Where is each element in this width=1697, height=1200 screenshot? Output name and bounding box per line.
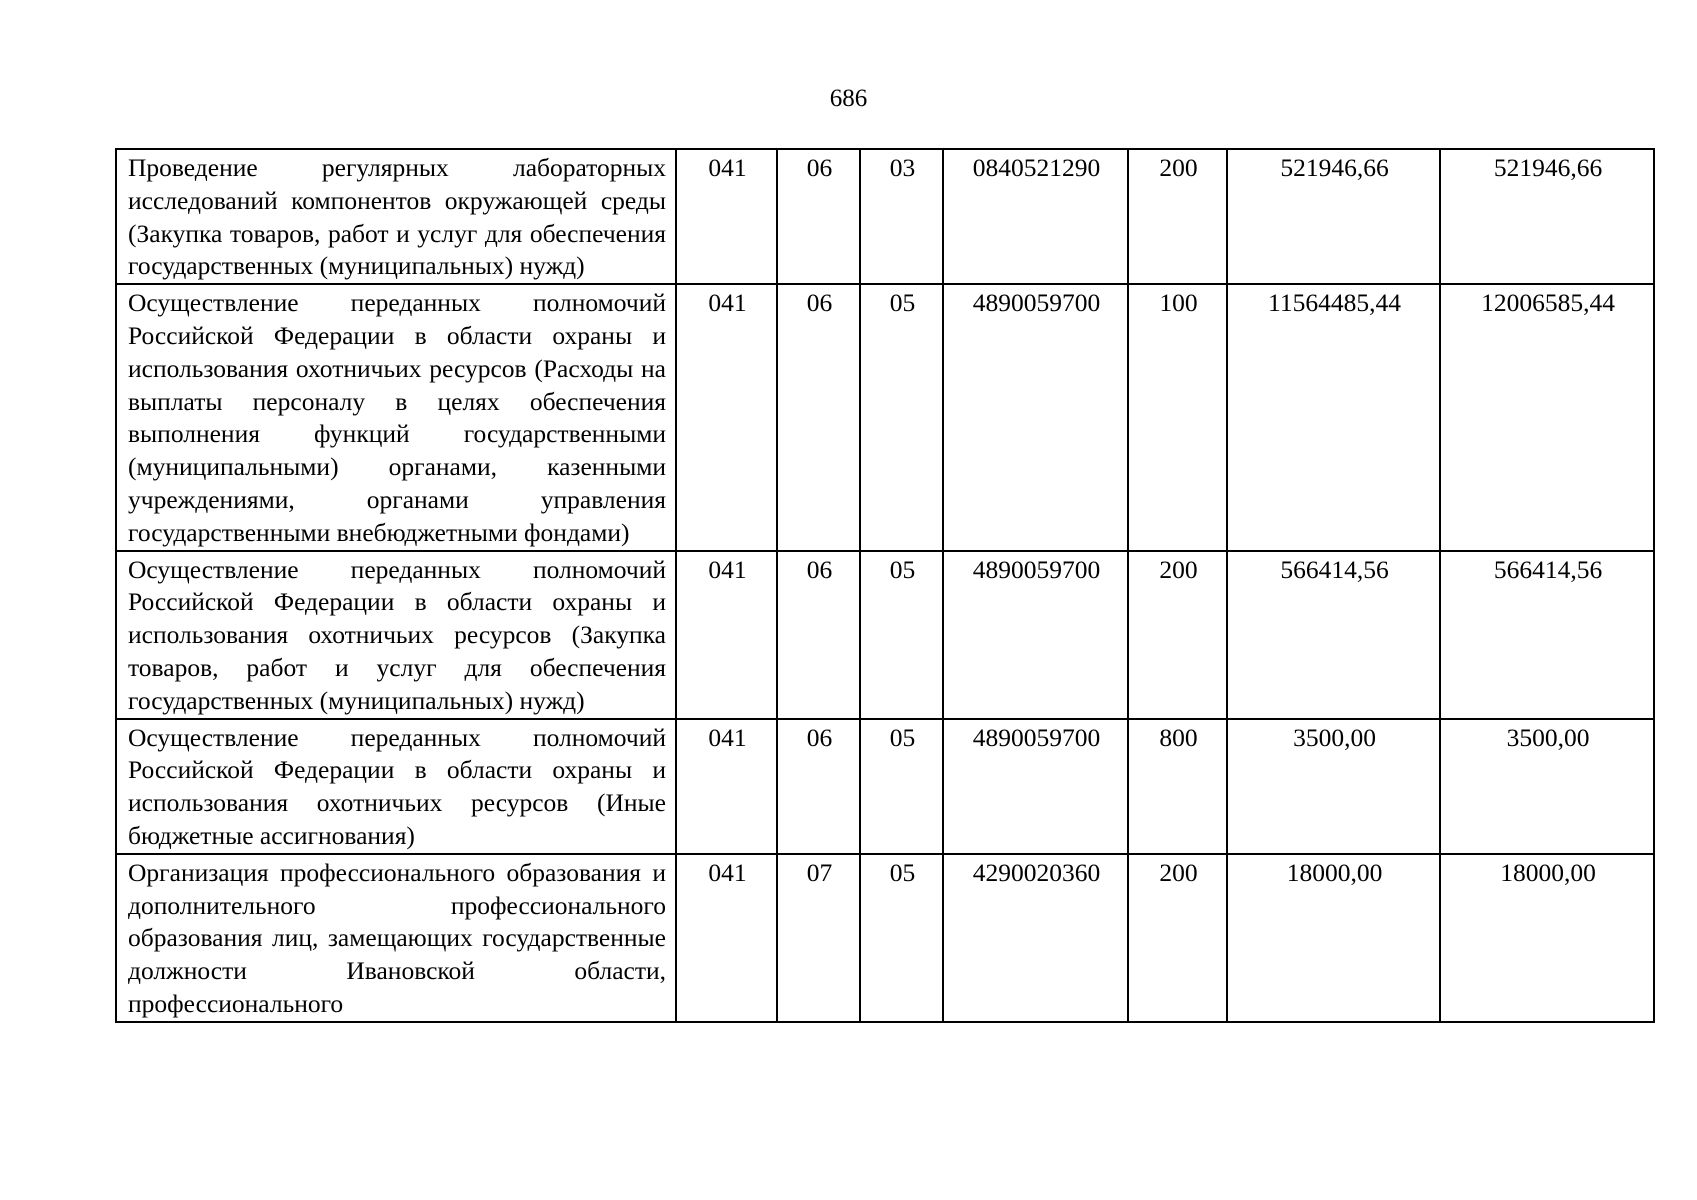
target-article-cell: 4890059700 — [943, 719, 1128, 854]
section-code-cell: 06 — [777, 719, 860, 854]
amount-year-2-cell: 521946,66 — [1440, 149, 1654, 284]
section-code-cell: 06 — [777, 551, 860, 719]
table-row — [116, 719, 1654, 854]
section-code-cell: 06 — [777, 149, 860, 284]
expense-type-cell: 200 — [1128, 854, 1227, 1022]
target-article-cell: 0840521290 — [943, 149, 1128, 284]
section-code-cell: 06 — [777, 284, 860, 550]
amount-year-1-cell: 3500,00 — [1227, 719, 1440, 854]
subsection-code-cell: 05 — [860, 719, 943, 854]
expense-type-cell: 200 — [1128, 551, 1227, 719]
expense-name-cell: Осуществление переданных полномочий Российской Федерации в области охраны и использования охотничьих ресурсов (Закупка товаров, работ и услуг для обеспечения государственных (муниципальных) нужд) — [116, 551, 676, 719]
subsection-code-cell: 03 — [860, 149, 943, 284]
subsection-code-cell: 05 — [860, 284, 943, 550]
table-row — [116, 854, 1654, 1022]
amount-year-2-cell: 12006585,44 — [1440, 284, 1654, 550]
amount-year-2-cell: 566414,56 — [1440, 551, 1654, 719]
amount-year-1-cell: 521946,66 — [1227, 149, 1440, 284]
expense-type-cell: 800 — [1128, 719, 1227, 854]
ministry-code-cell: 041 — [676, 551, 777, 719]
expense-name-cell: Организация профессионального образования и дополнительного профессионального образования лиц, замещающих государственные должности Ивановской области, профессионального — [116, 854, 676, 1022]
section-code-cell: 07 — [777, 854, 860, 1022]
table-row — [116, 284, 1654, 550]
target-article-cell: 4890059700 — [943, 284, 1128, 550]
expense-type-cell: 200 — [1128, 149, 1227, 284]
expense-type-cell: 100 — [1128, 284, 1227, 550]
expense-name-cell: Осуществление переданных полномочий Российской Федерации в области охраны и использования охотничьих ресурсов (Иные бюджетные ассигнования) — [116, 719, 676, 854]
subsection-code-cell: 05 — [860, 854, 943, 1022]
amount-year-1-cell: 11564485,44 — [1227, 284, 1440, 550]
target-article-cell: 4890059700 — [943, 551, 1128, 719]
ministry-code-cell: 041 — [676, 149, 777, 284]
budget-table — [115, 148, 1655, 1023]
ministry-code-cell: 041 — [676, 719, 777, 854]
page-number: 686 — [829, 85, 868, 112]
amount-year-2-cell: 18000,00 — [1440, 854, 1654, 1022]
amount-year-1-cell: 566414,56 — [1227, 551, 1440, 719]
target-article-cell: 4290020360 — [943, 854, 1128, 1022]
expense-name-cell: Проведение регулярных лабораторных исследований компонентов окружающей среды (Закупка товаров, работ и услуг для обеспечения государственных (муниципальных) нужд) — [116, 149, 676, 284]
subsection-code-cell: 05 — [860, 551, 943, 719]
amount-year-1-cell: 18000,00 — [1227, 854, 1440, 1022]
ministry-code-cell: 041 — [676, 284, 777, 550]
ministry-code-cell: 041 — [676, 854, 777, 1022]
expense-name-cell: Осуществление переданных полномочий Российской Федерации в области охраны и использования охотничьих ресурсов (Расходы на выплаты персоналу в целях обеспечения выполнения функций государственными (муниципальными) органами, казенными учреждениями, органами управления государственными внебюджетными фондами) — [116, 284, 676, 550]
table-row — [116, 149, 1654, 284]
amount-year-2-cell: 3500,00 — [1440, 719, 1654, 854]
table-row — [116, 551, 1654, 719]
